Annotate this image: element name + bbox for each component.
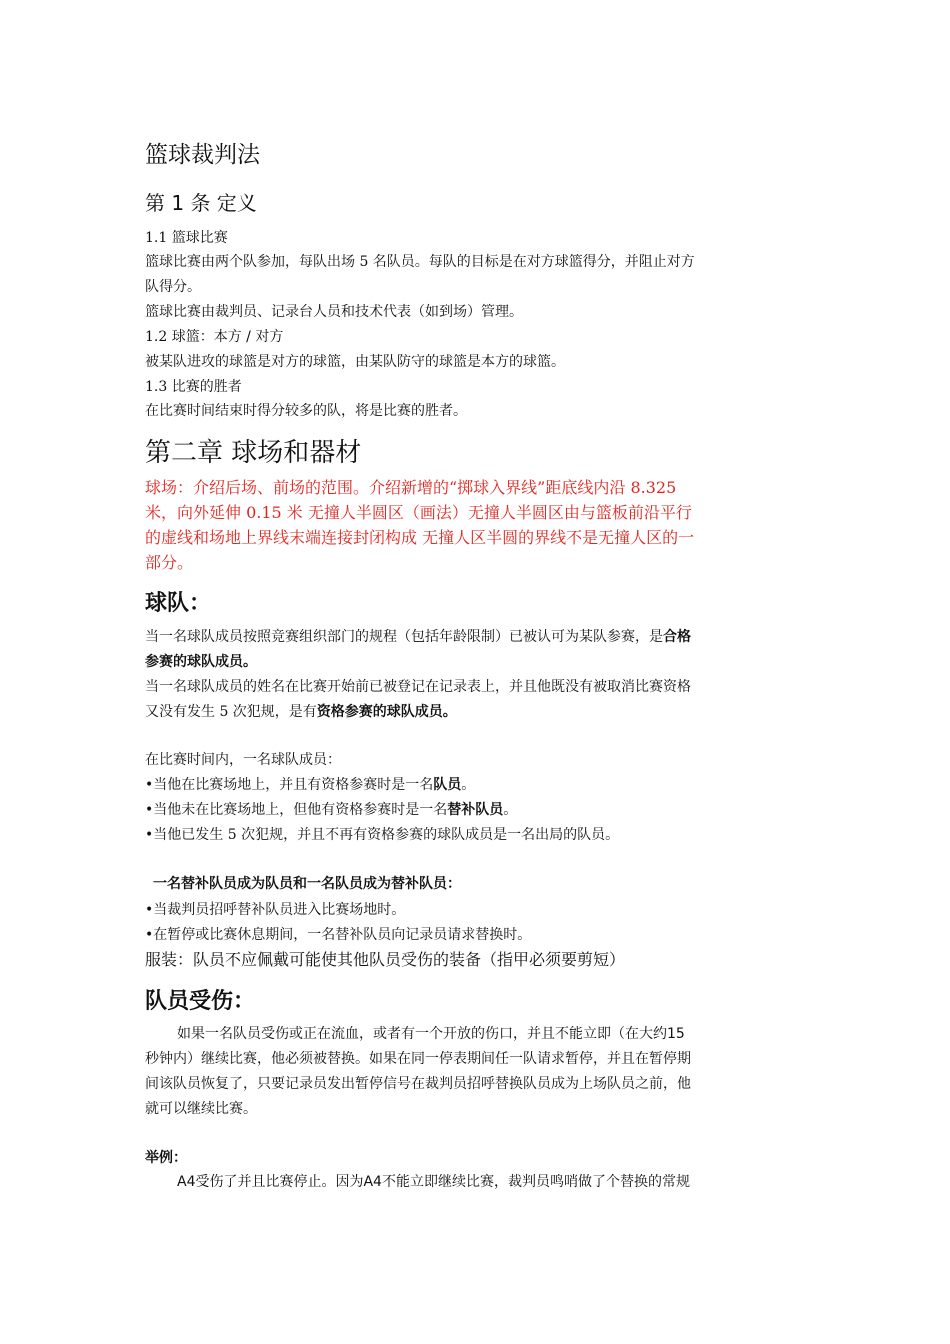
paragraph <box>177 1170 805 1194</box>
text: 。 <box>461 777 476 793</box>
bullet-item <box>145 773 805 797</box>
paragraph <box>145 650 805 674</box>
injury-heading: 队员受伤： <box>145 989 256 1014</box>
paragraph: 就可以继续比赛。 <box>145 1101 257 1117</box>
bold-text: 替补队员 <box>447 802 504 818</box>
text: 当一名球队成员按照竞赛组织部门的规程（包括年龄限制）已被认可为某队参赛，是 <box>145 629 663 645</box>
text: 不能立即继续比赛，裁判员鸣哨做了个替换的常规 <box>381 1174 690 1190</box>
paragraph: 被某队进攻的球篮是对方的球篮，由某队防守的球篮是本方的球篮。 <box>145 354 565 370</box>
paragraph: 队得分。 <box>145 279 201 295</box>
uniform-paragraph: 服装：队员不应佩戴可能使其他队员受伤的装备（指甲必须要剪短） <box>145 950 626 969</box>
paragraph: 秒钟内）继续比赛，他必须被替换。如果在同一停表期间任一队请求暂停，并且在暂停期 <box>145 1051 691 1067</box>
section-number: 1.3 <box>145 379 168 395</box>
paragraph: 当一名球队成员的姓名在比赛开始前已被登记在记录表上，并且他既没有被取消比赛资格 <box>145 679 691 695</box>
paragraph: 在比赛时间内，一名球队成员： <box>145 752 341 768</box>
section-title: 篮球比赛 <box>171 230 228 246</box>
section-1-1-heading <box>145 226 805 250</box>
text: 。 <box>503 802 518 818</box>
bullet-item: •在暂停或比赛休息期间，一名替补队员向记录员请求替换时。 <box>145 927 532 943</box>
section-number: 1.1 <box>145 230 168 246</box>
paragraph <box>145 700 805 724</box>
paragraph <box>177 1022 805 1046</box>
text: 如果一名队员受伤或正在流血，或者有一个开放的伤口，并且不能立即（在大约 <box>177 1026 667 1042</box>
chapter-2-heading: 第二章 球场和器材 <box>145 438 362 468</box>
court-line: 球场：介绍后场、前场的范围。介绍新增的“掷球入界线”距底线内沿 8.325 <box>145 478 677 497</box>
document-title: 篮球裁判法 <box>145 142 260 168</box>
number-text: A4 <box>363 1174 382 1190</box>
section-1-2-heading <box>145 325 805 349</box>
court-line: 的虚线和场地上界线末端连接封闭构成 无撞人区半圆的界线不是无撞人区的一 <box>145 528 695 547</box>
article-1-heading: 第 1 条 定义 <box>145 191 257 215</box>
text: •当他未在比赛场地上，但他有资格参赛时是一名 <box>145 802 448 818</box>
bullet-item: •当裁判员招呼替补队员进入比赛场地时。 <box>145 902 406 918</box>
section-1-3-heading <box>145 375 805 399</box>
bold-text: 参赛的球队成员。 <box>145 654 257 670</box>
bold-text: 合格 <box>663 629 691 645</box>
substitution-heading <box>153 872 813 896</box>
paragraph: 篮球比赛由两个队参加，每队出场 5 名队员。每队的目标是在对方球篮得分，并阻止对方 <box>145 254 695 270</box>
bullet-item: •当他已发生 5 次犯规，并且不再有资格参赛的球队成员是一名出局的队员。 <box>145 827 620 843</box>
team-heading: 球队： <box>145 591 212 616</box>
court-paragraph <box>145 475 805 575</box>
paragraph: 在比赛时间结束时得分较多的队，将是比赛的胜者。 <box>145 403 467 419</box>
text: 受伤了并且比赛停止。因为 <box>195 1174 364 1190</box>
number-text: 15 <box>667 1026 685 1042</box>
text: •当他在比赛场地上，并且有资格参赛时是一名 <box>145 777 434 793</box>
section-title: 比赛的胜者 <box>171 379 242 395</box>
section-number: 1.2 <box>145 329 168 345</box>
paragraph: 篮球比赛由裁判员、记录台人员和技术代表（如到场）管理。 <box>145 304 523 320</box>
bold-text: 资格参赛的球队成员。 <box>316 704 457 720</box>
text: 又没有发生 5 次犯规，是有 <box>145 704 317 720</box>
bold-text: 队员 <box>433 777 462 793</box>
bold-text: 一名替补队员成为队员和一名队员成为替补队员： <box>153 876 461 892</box>
bullet-item <box>145 798 805 822</box>
example-heading <box>145 1146 805 1170</box>
court-line: 米，向外延伸 0.15 米 无撞人半圆区（画法）无撞人半圆区由与篮板前沿平行 <box>145 503 692 522</box>
court-line: 部分。 <box>145 553 194 572</box>
bold-text: 举例： <box>145 1150 187 1166</box>
paragraph <box>145 625 805 649</box>
number-text: A4 <box>177 1174 196 1190</box>
paragraph: 间该队员恢复了，只要记录员发出暂停信号在裁判员招呼替换队员成为上场队员之前，他 <box>145 1076 691 1092</box>
section-title: 球篮：本方 / 对方 <box>171 329 284 345</box>
